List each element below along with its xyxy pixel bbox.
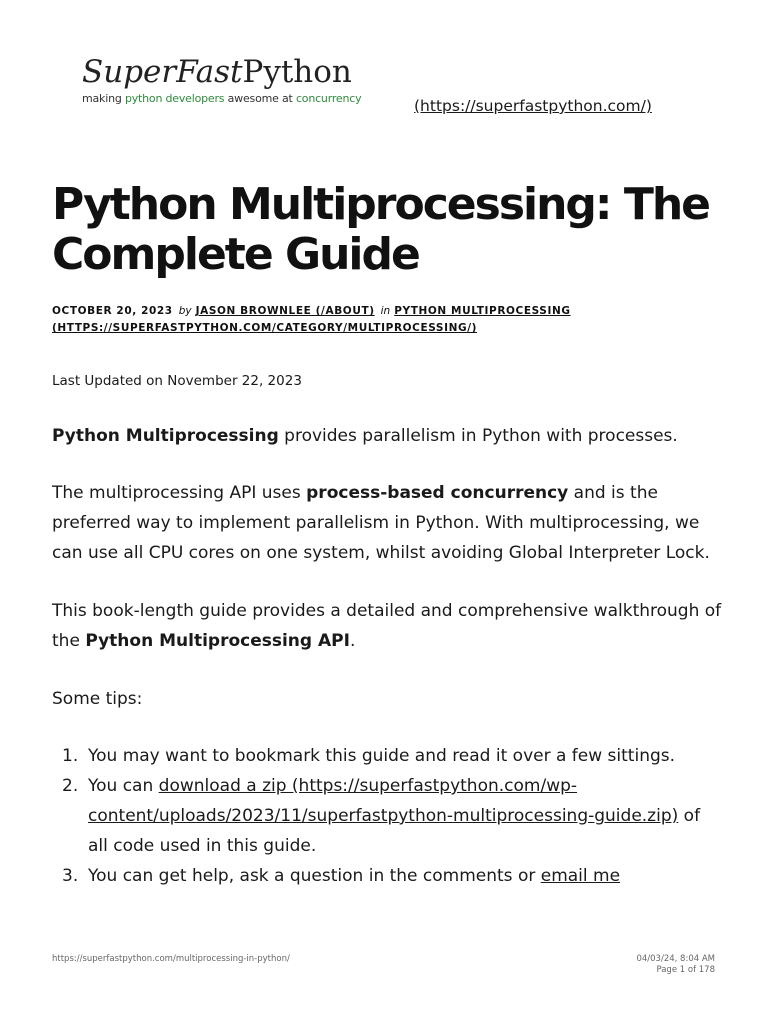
paragraph-text: . — [349, 631, 356, 651]
list-number: 3. — [62, 866, 79, 886]
tagline-part: making — [82, 92, 125, 105]
tagline-highlight: python developers — [124, 92, 225, 105]
list-number: 1. — [62, 746, 79, 766]
meta-in: in — [380, 305, 391, 317]
print-datetime: 04/03/24, 8:04 AM — [636, 954, 715, 964]
intro-paragraph — [52, 421, 724, 451]
category-link[interactable]: PYTHON MULTIPROCESSING (HTTPS://SUPERFASTPYTHON.COM/CATEGORY/MULTIPROCESSING/) — [52, 305, 571, 334]
list-text: You can — [88, 776, 159, 796]
page-number: Page 1 of 178 — [656, 965, 715, 975]
bold-text: Python Multiprocessing API — [85, 631, 350, 651]
paragraph-text: This book-length guide provides a detailed and comprehensive walkthrough of the — [52, 601, 722, 651]
article-meta — [52, 303, 732, 337]
logo-tagline — [82, 92, 361, 105]
list-item — [52, 741, 724, 771]
bold-text: process-based concurrency — [306, 483, 569, 503]
list-item — [52, 861, 724, 891]
footer-info — [636, 954, 715, 976]
tagline-highlight: concurrency — [295, 92, 362, 105]
footer-url: https://superfastpython.com/multiprocessing-in-python/ — [52, 954, 290, 964]
paragraph-text: and is the preferred way to implement parallelism in Python. With multiprocessing, we can use all CPU cores on one system, whilst avoiding Global Interpreter Lock. — [52, 483, 710, 563]
list-number: 2. — [62, 776, 79, 796]
list-text: of all code used in this guide. — [88, 806, 701, 856]
paragraph-text: provides parallelism in Python with processes. — [278, 426, 678, 446]
tips-list — [52, 741, 724, 891]
tips-heading: Some tips: — [52, 689, 143, 709]
page-title: Python Multiprocessing: The Complete Guide — [52, 179, 710, 280]
list-text: You may want to bookmark this guide and read it over a few sittings. — [88, 746, 676, 766]
meta-by: by — [178, 305, 192, 317]
api-paragraph — [52, 478, 724, 568]
last-updated: Last Updated on November 22, 2023 — [52, 373, 302, 389]
list-item — [52, 771, 724, 861]
author-link[interactable]: JASON BROWNLEE (/ABOUT) — [195, 305, 375, 317]
email-link[interactable]: email me — [540, 866, 621, 886]
logo-wordmark — [82, 54, 361, 90]
home-link[interactable]: (https://superfastpython.com/) — [414, 97, 652, 115]
tagline-part: awesome at — [224, 92, 296, 105]
logo-superfast: SuperFast — [82, 54, 243, 90]
list-text: You can get help, ask a question in the comments or — [88, 866, 541, 886]
post-date: OCTOBER 20, 2023 — [52, 305, 173, 317]
paragraph-text: The multiprocessing API uses — [52, 483, 307, 503]
bold-text: Python Multiprocessing — [52, 426, 279, 446]
logo-python: Python — [242, 54, 352, 90]
site-logo[interactable] — [82, 54, 361, 105]
guide-paragraph — [52, 596, 724, 656]
download-zip-link[interactable]: download a zip (https://superfastpython.com/wp-content/uploads/2023/11/superfastpython-multiprocessing-guide.zip) — [88, 776, 679, 826]
